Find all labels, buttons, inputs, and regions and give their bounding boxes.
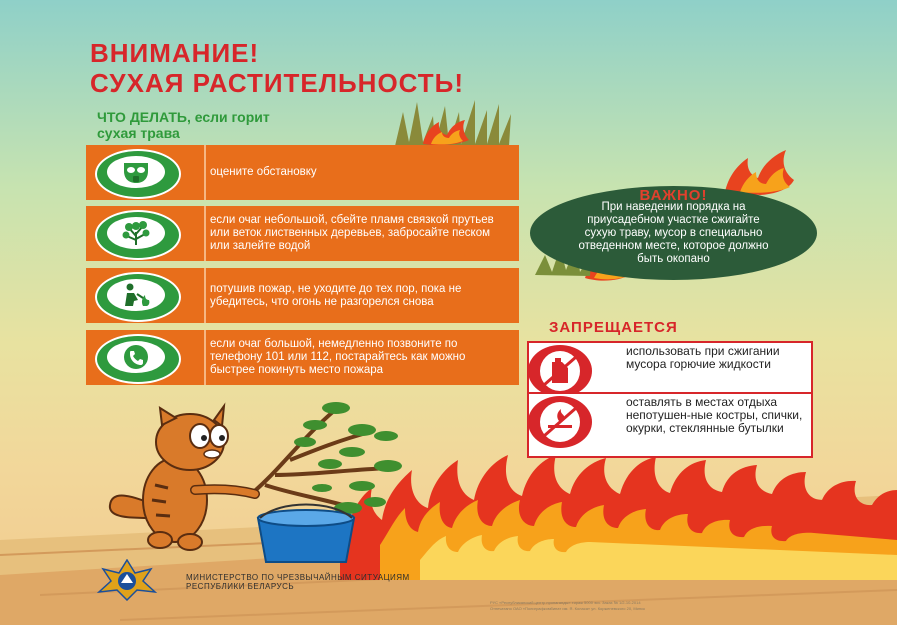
step-call-emergency: [86, 330, 519, 385]
step-assess-situation: [86, 145, 519, 200]
forbidden-heading: ЗАПРЕЩАЕТСЯ: [549, 319, 678, 336]
step-stay-until-out: [86, 268, 519, 323]
ban-1-text: использовать при сжигании мусора горючие жидкости: [626, 344, 780, 371]
step-beat-flame: [86, 206, 519, 261]
fineprint-2: Отпечатано ОАО «Полиграфкомбинат им. Я. Коласа» ул. Корженевского 20, Минск: [490, 606, 645, 611]
what-to-do-heading: [97, 109, 270, 141]
step-3-text: потушив пожар, не уходите до тех пор, пока не убедитесь, что огонь не разгорелся снова: [210, 282, 462, 308]
important-title: ВАЖНО!: [639, 187, 708, 204]
ministry-emblem-icon: [95, 559, 159, 601]
extinguish-person-icon: [121, 282, 151, 308]
ministry-name: [186, 573, 410, 591]
step-2-text: если очаг небольшой, сбейте пламя связкой прутьев или веток лиственных деревьев, забросайте песком или залейте водой: [210, 214, 494, 252]
fuel-canister-icon: [539, 350, 581, 392]
dry-grass-decoration: [395, 98, 525, 146]
important-note: [530, 186, 817, 280]
ministry-line-2: РЕСПУБЛИКИ БЕЛАРУСЬ: [186, 582, 295, 591]
fineprint-1: РУС «Республиканский центр пропаганды» тираж 5000 экз. Заказ № 1/2-10-2014: [490, 600, 641, 605]
branches-icon: [121, 220, 151, 246]
gas-mask-icon: [121, 159, 151, 185]
burning-match-icon: [539, 401, 581, 443]
title-line-2: СУХАЯ РАСТИТЕЛЬНОСТЬ!: [90, 68, 465, 98]
title-line-1: ВНИМАНИЕ!: [90, 38, 260, 68]
ban-unextinguished-fires: [527, 392, 813, 458]
step-1-text: оцените обстановку: [210, 166, 317, 178]
ministry-line-1: МИНИСТЕРСТВО ПО ЧРЕЗВЫЧАЙНЫМ СИТУАЦИЯМ: [186, 573, 410, 582]
ban-2-text: оставлять в местах отдыха непотушен-ные костры, спички, окурки, стеклянные бутылки: [626, 395, 803, 435]
step-4-text: если очаг большой, немедленно позвоните по телефону 101 или 112, постарайтесь как можно быстрее покинуть место пожара: [210, 338, 466, 376]
subtitle-line-2: сухая трава: [97, 125, 180, 141]
phone-icon: [121, 344, 151, 370]
cat-firefighter-illustration: [100, 390, 430, 565]
subtitle-line-1: ЧТО ДЕЛАТЬ, если горит: [97, 109, 270, 125]
poster-title: [90, 38, 464, 98]
important-text: При наведении порядка на приусадебном участке сжигайте сухую траву, мусор в специально отведенном месте, которое должно быть окопано: [578, 201, 769, 265]
